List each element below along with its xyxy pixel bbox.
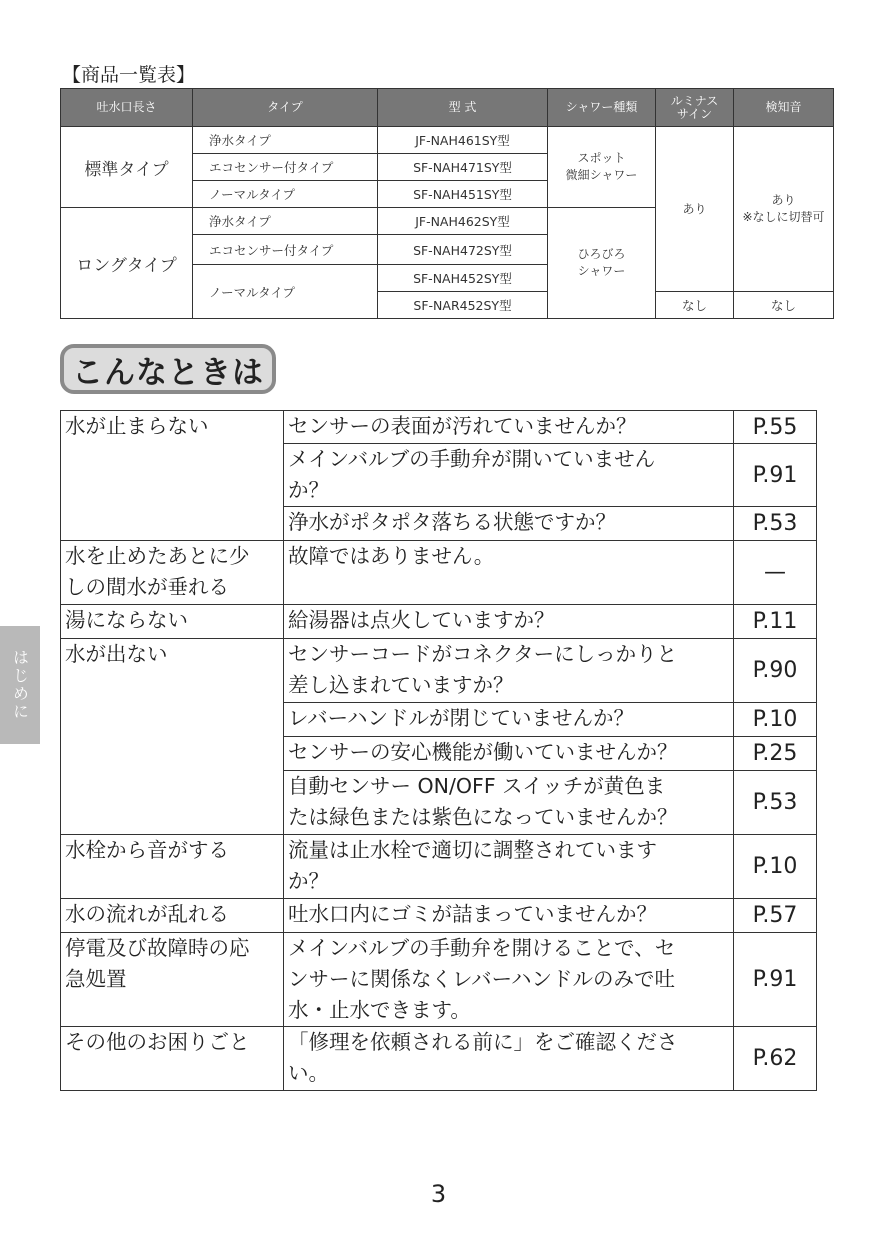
trouble-check: メインバルブの手動弁が開いていません か？	[284, 444, 734, 507]
trouble-page-ref: P.25	[734, 737, 817, 771]
product-header-3: シャワー種類	[548, 89, 656, 127]
trouble-page-ref: P.90	[734, 639, 817, 703]
trouble-check: 自動センサー ON/OFF スイッチが黄色ま たは緑色または紫色になっていませんか？	[284, 771, 734, 835]
product-list-title: 【商品一覧表】	[62, 64, 196, 86]
trouble-row	[61, 411, 817, 444]
trouble-symptom: 水栓から音がする	[61, 835, 284, 899]
product-model: SF-NAR452SY型	[378, 292, 548, 319]
side-tab	[0, 626, 40, 744]
trouble-check: 故障ではありません。	[284, 541, 734, 605]
trouble-row	[61, 541, 817, 605]
product-model: SF-NAH451SY型	[378, 181, 548, 208]
product-type: 浄水タイプ	[193, 127, 378, 154]
trouble-page-ref: P.57	[734, 899, 817, 933]
trouble-row	[61, 899, 817, 933]
product-category: ロングタイプ	[61, 208, 193, 319]
product-type: 浄水タイプ	[193, 208, 378, 235]
trouble-row	[61, 1027, 817, 1091]
trouble-row	[61, 835, 817, 899]
product-model: SF-NAH452SY型	[378, 265, 548, 292]
product-row	[61, 127, 834, 154]
trouble-check: センサーコードがコネクターにしっかりと 差し込まれていますか？	[284, 639, 734, 703]
product-model: SF-NAH472SY型	[378, 235, 548, 265]
trouble-page-ref: P.62	[734, 1027, 817, 1091]
side-tab-label: はじめに	[10, 649, 30, 721]
page-number: 3	[430, 1180, 447, 1208]
product-type: ノーマルタイプ	[193, 265, 378, 319]
trouble-check: 給湯器は点火していますか？	[284, 605, 734, 639]
section-title	[60, 344, 276, 394]
trouble-check: センサーの安心機能が働いていませんか？	[284, 737, 734, 771]
trouble-check: 流量は止水栓で適切に調整されています か？	[284, 835, 734, 899]
trouble-page-ref: —	[734, 541, 817, 605]
product-type: エコセンサー付タイプ	[193, 235, 378, 265]
trouble-row	[61, 605, 817, 639]
section-title-text: こんなときは	[72, 354, 264, 391]
product-category: 標準タイプ	[61, 127, 193, 208]
product-table	[60, 88, 834, 319]
trouble-symptom: 水が止まらない	[61, 411, 284, 541]
product-header-5: 検知音	[734, 89, 834, 127]
product-header-2: 型 式	[378, 89, 548, 127]
product-shower: ひろびろ シャワー	[548, 208, 656, 319]
trouble-symptom: 停電及び故障時の応 急処置	[61, 933, 284, 1027]
trouble-check: センサーの表面が汚れていませんか？	[284, 411, 734, 444]
product-model: SF-NAH471SY型	[378, 154, 548, 181]
product-luminous-no: なし	[656, 292, 734, 319]
trouble-check: レバーハンドルが閉じていませんか？	[284, 703, 734, 737]
product-type: エコセンサー付タイプ	[193, 154, 378, 181]
product-type: ノーマルタイプ	[193, 181, 378, 208]
trouble-page-ref: P.10	[734, 835, 817, 899]
product-model: JF-NAH462SY型	[378, 208, 548, 235]
product-sound-no: なし	[734, 292, 834, 319]
trouble-page-ref: P.53	[734, 771, 817, 835]
product-luminous-yes: あり	[656, 127, 734, 292]
product-header-4: ルミナス サイン	[656, 89, 734, 127]
product-shower: スポット 微細シャワー	[548, 127, 656, 208]
trouble-row	[61, 639, 817, 703]
trouble-symptom: 水の流れが乱れる	[61, 899, 284, 933]
product-model: JF-NAH461SY型	[378, 127, 548, 154]
trouble-page-ref: P.11	[734, 605, 817, 639]
trouble-page-ref: P.53	[734, 507, 817, 541]
trouble-check: メインバルブの手動弁を開けることで、セ ンサーに関係なくレバーハンドルのみで吐 水・止水できます。	[284, 933, 734, 1027]
product-sound-yes: あり ※なしに切替可	[734, 127, 834, 292]
product-header-1: タイプ	[193, 89, 378, 127]
product-table-header	[61, 89, 834, 127]
trouble-page-ref: P.91	[734, 933, 817, 1027]
trouble-page-ref: P.91	[734, 444, 817, 507]
trouble-symptom: 湯にならない	[61, 605, 284, 639]
trouble-check: 吐水口内にゴミが詰まっていませんか？	[284, 899, 734, 933]
trouble-symptom: 水が出ない	[61, 639, 284, 835]
trouble-symptom: その他のお困りごと	[61, 1027, 284, 1091]
trouble-check: 「修理を依頼される前に」をご確認くださ い。	[284, 1027, 734, 1091]
trouble-page-ref: P.55	[734, 411, 817, 444]
trouble-symptom: 水を止めたあとに少 しの間水が垂れる	[61, 541, 284, 605]
trouble-page-ref: P.10	[734, 703, 817, 737]
trouble-check: 浄水がポタポタ落ちる状態ですか？	[284, 507, 734, 541]
trouble-row	[61, 933, 817, 1027]
trouble-table	[60, 410, 817, 1091]
product-header-0: 吐水口長さ	[61, 89, 193, 127]
